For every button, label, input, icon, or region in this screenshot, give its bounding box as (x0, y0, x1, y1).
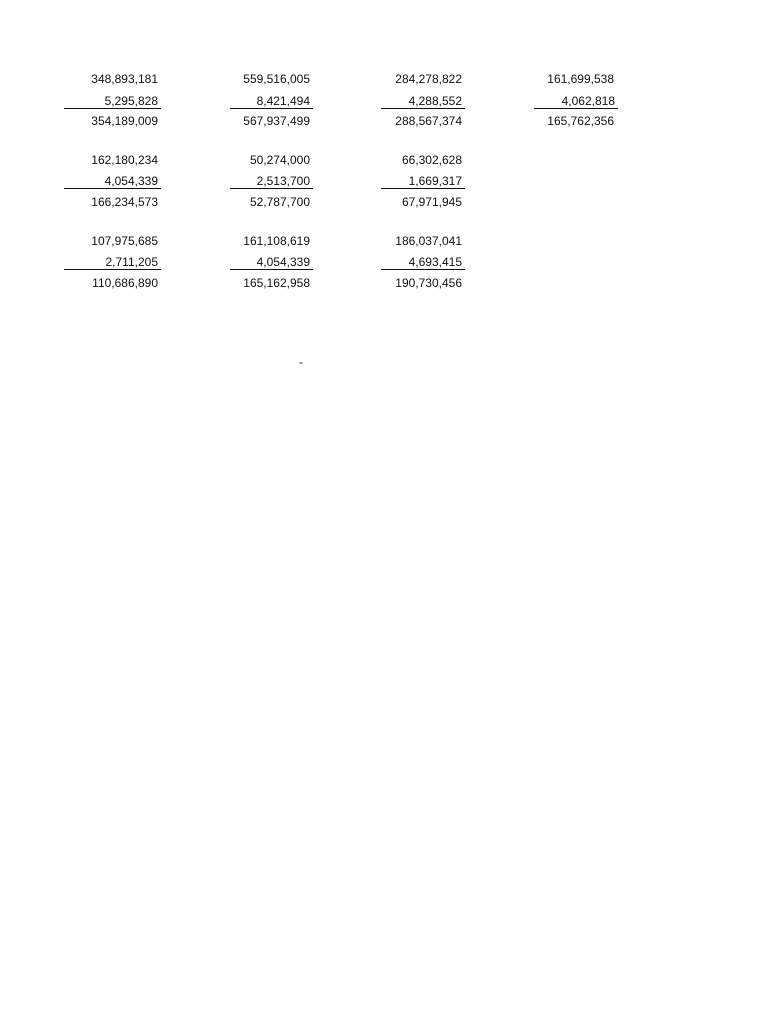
g3-c3-value: 186,037,041 (395, 234, 462, 248)
g3-c2-total: 165,162,958 (243, 276, 310, 290)
g2-c3-value: 66,302,628 (401, 153, 462, 167)
g1-c3-total: 288,567,374 (395, 114, 462, 128)
g1-c4-addend: 4,062,818 (534, 94, 618, 109)
g2-c1-addend: 4,054,339 (64, 174, 161, 189)
g2-c1-value: 162,180,234 (91, 153, 158, 167)
g3-c1-total: 110,686,890 (92, 276, 158, 290)
g3-c1-value: 107,975,685 (91, 234, 158, 248)
g1-c3-addend: 4,288,552 (381, 94, 465, 109)
g1-c3-value: 284,278,822 (395, 72, 462, 86)
g3-c3-total: 190,730,456 (395, 276, 462, 290)
g3-c3-addend: 4,693,415 (381, 255, 465, 270)
g2-c3-total: 67,971,945 (401, 195, 462, 209)
g3-c2-addend: 4,054,339 (230, 255, 313, 270)
g1-c2-total: 567,937,499 (243, 114, 310, 128)
g1-c4-value: 161,699,538 (547, 72, 614, 86)
g1-c2-addend: 8,421,494 (230, 94, 313, 109)
g3-c2-value: 161,108,619 (243, 234, 310, 248)
g1-c1-value: 348,893,181 (91, 72, 158, 86)
g2-c2-value: 50,274,000 (249, 153, 310, 167)
g2-c1-total: 166,234,573 (91, 195, 158, 209)
g2-c2-total: 52,787,700 (249, 195, 310, 209)
g3-c1-addend: 2,711,205 (64, 255, 161, 270)
g1-c1-addend: 5,295,828 (64, 94, 161, 109)
footer-dash: - (299, 355, 303, 369)
g2-c3-addend: 1,669,317 (381, 174, 465, 189)
g1-c2-value: 559,516,005 (243, 72, 310, 86)
g2-c2-addend: 2,513,700 (230, 174, 313, 189)
g1-c1-total: 354,189,009 (91, 114, 158, 128)
g1-c4-total: 165,762,356 (547, 114, 614, 128)
